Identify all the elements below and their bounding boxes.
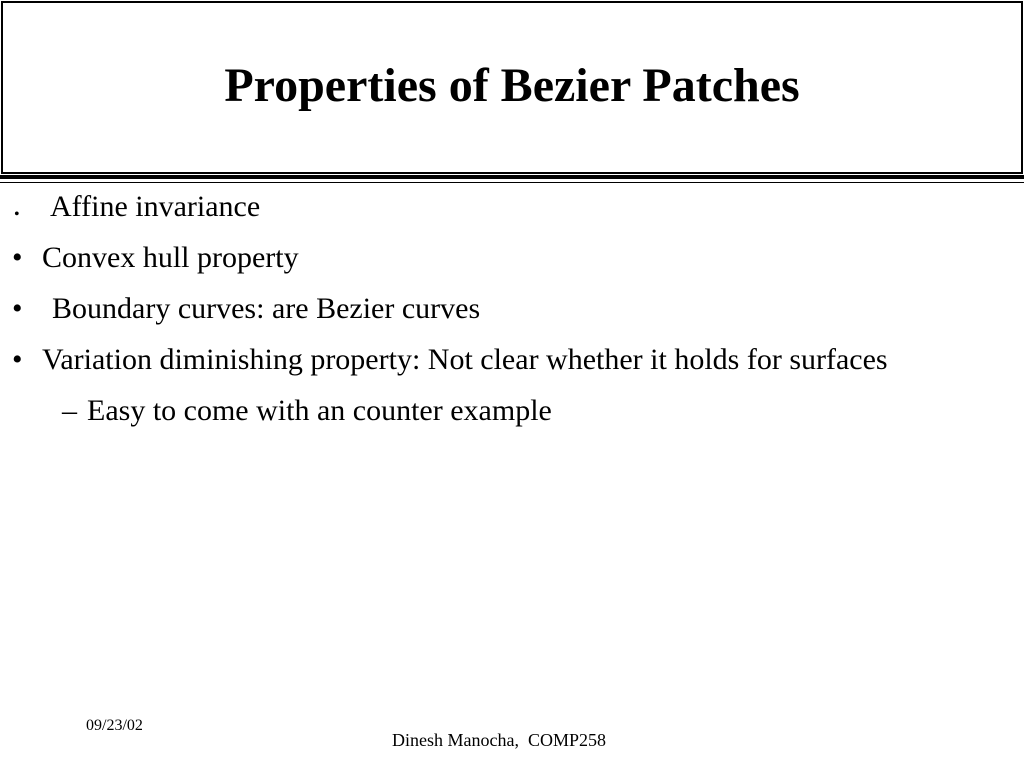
title-box: [1, 1, 1023, 174]
sub-bullet-item: Easy to come with an counter example: [87, 394, 552, 427]
bullet-marker: •: [12, 241, 23, 274]
title-divider-thick: [0, 175, 1024, 179]
footer-author: Dinesh Manocha, COMP258: [392, 730, 606, 750]
bullet-marker: •: [12, 292, 23, 325]
title-divider-thin: [0, 182, 1024, 183]
bullet-marker: •: [12, 343, 23, 376]
bullet-item: Convex hull property: [42, 241, 299, 274]
footer-date: 09/23/02: [86, 717, 143, 734]
slide-title: Properties of Bezier Patches: [224, 59, 800, 112]
sub-bullet-marker: –: [62, 394, 77, 427]
bullet-marker: •: [14, 206, 20, 223]
bullet-item: Variation diminishing property: Not clear whether it holds for surfaces: [42, 343, 888, 376]
bullet-item: Boundary curves: are Bezier curves: [52, 292, 481, 325]
bullet-item: Affine invariance: [50, 190, 261, 223]
